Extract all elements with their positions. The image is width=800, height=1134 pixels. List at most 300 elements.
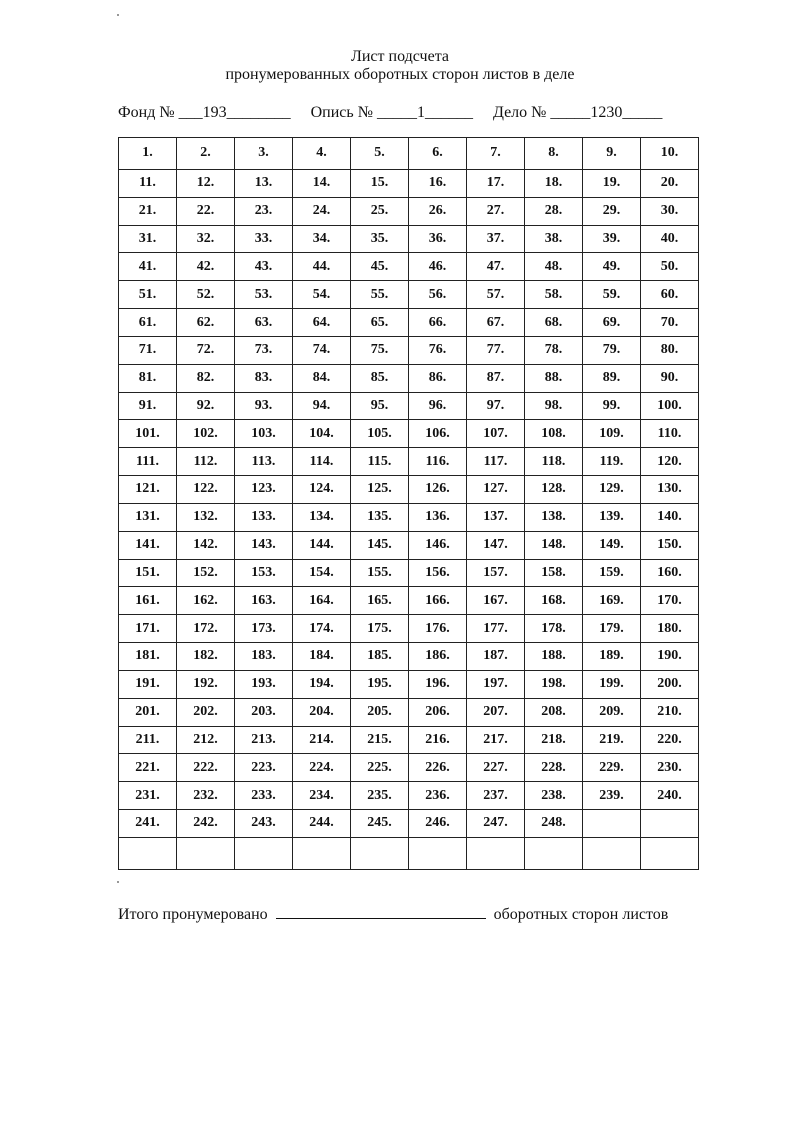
sheet-number-cell	[409, 837, 467, 869]
sheet-number-cell: 221.	[119, 754, 177, 782]
sheet-number-cell: 162.	[177, 587, 235, 615]
sheet-number-cell: 102.	[177, 420, 235, 448]
table-row	[119, 531, 699, 559]
sheet-number-cell: 27.	[467, 197, 525, 225]
sheet-number-cell	[177, 837, 235, 869]
sheet-number-cell: 54.	[293, 281, 351, 309]
sheet-number-cell: 56.	[409, 281, 467, 309]
sheet-number-cell: 46.	[409, 253, 467, 281]
sheet-number-cell: 35.	[351, 225, 409, 253]
table-row	[119, 364, 699, 392]
sheet-number-cell: 101.	[119, 420, 177, 448]
sheet-number-cell: 217.	[467, 726, 525, 754]
sheet-number-cell: 7.	[467, 138, 525, 170]
sheet-number-cell: 106.	[409, 420, 467, 448]
table-row	[119, 726, 699, 754]
sheet-number-cell: 20.	[641, 169, 699, 197]
sheet-number-cell: 213.	[235, 726, 293, 754]
sheet-number-cell: 137.	[467, 503, 525, 531]
sheet-number-cell: 175.	[351, 615, 409, 643]
sheet-number-cell: 48.	[525, 253, 583, 281]
sheet-number-cell: 109.	[583, 420, 641, 448]
table-row	[119, 197, 699, 225]
sheet-number-cell: 189.	[583, 643, 641, 671]
sheet-number-cell: 33.	[235, 225, 293, 253]
sheet-number-cell: 38.	[525, 225, 583, 253]
sheet-number-cell: 111.	[119, 448, 177, 476]
sheet-number-cell: 11.	[119, 169, 177, 197]
sheet-number-cell: 146.	[409, 531, 467, 559]
sheet-number-cell: 77.	[467, 336, 525, 364]
table-row	[119, 138, 699, 170]
sheet-number-cell: 24.	[293, 197, 351, 225]
sheet-number-cell: 42.	[177, 253, 235, 281]
sheet-number-cell: 87.	[467, 364, 525, 392]
sheet-number-cell: 45.	[351, 253, 409, 281]
sheet-number-cell: 228.	[525, 754, 583, 782]
sheet-number-cell: 79.	[583, 336, 641, 364]
sheet-number-cell: 234.	[293, 782, 351, 810]
sheet-number-cell: 206.	[409, 698, 467, 726]
table-row	[119, 670, 699, 698]
sheet-number-cell: 210.	[641, 698, 699, 726]
sheet-number-cell: 92.	[177, 392, 235, 420]
sheet-number-cell: 123.	[235, 476, 293, 504]
sheet-number-cell: 99.	[583, 392, 641, 420]
sheet-number-cell: 163.	[235, 587, 293, 615]
sheet-number-cell	[119, 837, 177, 869]
sheet-number-cell: 119.	[583, 448, 641, 476]
sheet-number-cell: 36.	[409, 225, 467, 253]
table-row	[119, 225, 699, 253]
sheet-number-cell: 122.	[177, 476, 235, 504]
sheet-number-cell: 247.	[467, 810, 525, 838]
sheet-number-cell: 198.	[525, 670, 583, 698]
sheet-number-cell: 222.	[177, 754, 235, 782]
sheet-number-cell: 12.	[177, 169, 235, 197]
document-title: Лист подсчета	[351, 48, 449, 65]
sheet-number-cell: 29.	[583, 197, 641, 225]
sheet-number-cell: 232.	[177, 782, 235, 810]
opis-label: Опись №	[310, 104, 373, 121]
table-row	[119, 643, 699, 671]
sheet-number-cell: 177.	[467, 615, 525, 643]
sheet-number-cell: 108.	[525, 420, 583, 448]
sheet-number-cell	[525, 837, 583, 869]
fond-label: Фонд №	[118, 104, 175, 121]
sheet-number-cell: 118.	[525, 448, 583, 476]
sheet-number-cell: 214.	[293, 726, 351, 754]
sheet-number-cell: 19.	[583, 169, 641, 197]
sheet-number-cell: 224.	[293, 754, 351, 782]
sheet-number-cell: 23.	[235, 197, 293, 225]
delo-value: _____1230_____	[550, 104, 663, 121]
sheet-number-cell: 179.	[583, 615, 641, 643]
sheet-number-cell: 236.	[409, 782, 467, 810]
sheet-number-cell: 132.	[177, 503, 235, 531]
sheet-number-cell: 2.	[177, 138, 235, 170]
sheet-number-cell: 62.	[177, 309, 235, 337]
sheet-number-cell: 212.	[177, 726, 235, 754]
sheet-number-cell: 239.	[583, 782, 641, 810]
sheet-number-cell: 57.	[467, 281, 525, 309]
sheet-number-cell: 82.	[177, 364, 235, 392]
sheet-number-cell: 215.	[351, 726, 409, 754]
sheet-number-cell	[583, 810, 641, 838]
sheet-number-cell: 194.	[293, 670, 351, 698]
sheet-number-cell: 43.	[235, 253, 293, 281]
total-suffix: оборотных сторон листов	[493, 906, 669, 923]
sheet-number-cell: 127.	[467, 476, 525, 504]
sheet-number-cell	[641, 837, 699, 869]
sheet-number-cell: 59.	[583, 281, 641, 309]
sheet-number-cell: 28.	[525, 197, 583, 225]
sheet-number-cell: 240.	[641, 782, 699, 810]
sheet-number-cell: 200.	[641, 670, 699, 698]
sheet-number-cell: 115.	[351, 448, 409, 476]
sheet-number-cell: 246.	[409, 810, 467, 838]
table-row	[119, 476, 699, 504]
sheet-number-cell: 208.	[525, 698, 583, 726]
sheet-number-cell: 75.	[351, 336, 409, 364]
table-row	[119, 503, 699, 531]
table-row	[119, 281, 699, 309]
sheet-number-cell: 85.	[351, 364, 409, 392]
sheet-number-cell: 172.	[177, 615, 235, 643]
sheet-number-cell: 103.	[235, 420, 293, 448]
sheet-number-cell: 40.	[641, 225, 699, 253]
sheet-number-cell: 37.	[467, 225, 525, 253]
sheet-number-cell	[467, 837, 525, 869]
sheet-number-cell: 81.	[119, 364, 177, 392]
sheet-number-cell: 116.	[409, 448, 467, 476]
sheet-number-cell: 131.	[119, 503, 177, 531]
sheet-number-cell: 243.	[235, 810, 293, 838]
sheet-number-cell: 86.	[409, 364, 467, 392]
sheet-number-cell: 199.	[583, 670, 641, 698]
sheet-number-cell: 238.	[525, 782, 583, 810]
table-row	[119, 615, 699, 643]
sheet-number-cell: 80.	[641, 336, 699, 364]
sheet-number-cell: 182.	[177, 643, 235, 671]
sheet-number-cell: 220.	[641, 726, 699, 754]
archive-reference-line	[118, 104, 662, 122]
sheet-number-cell: 64.	[293, 309, 351, 337]
sheet-number-cell: 72.	[177, 336, 235, 364]
sheet-number-cell: 192.	[177, 670, 235, 698]
sheet-number-cell: 235.	[351, 782, 409, 810]
sheet-number-cell: 97.	[467, 392, 525, 420]
sheet-number-cell: 74.	[293, 336, 351, 364]
table-row	[119, 698, 699, 726]
sheet-number-cell: 141.	[119, 531, 177, 559]
sheet-number-cell: 168.	[525, 587, 583, 615]
sheet-number-cell: 52.	[177, 281, 235, 309]
sheet-number-cell: 100.	[641, 392, 699, 420]
sheet-number-cell: 230.	[641, 754, 699, 782]
delo-label: Дело №	[492, 104, 547, 121]
sheet-number-cell: 121.	[119, 476, 177, 504]
sheet-number-cell: 126.	[409, 476, 467, 504]
sheet-number-cell: 47.	[467, 253, 525, 281]
sheet-number-cell	[293, 837, 351, 869]
sheet-number-cell: 154.	[293, 559, 351, 587]
sheet-number-cell: 223.	[235, 754, 293, 782]
sheet-number-cell: 69.	[583, 309, 641, 337]
sheet-number-cell: 71.	[119, 336, 177, 364]
sheet-number-cell: 117.	[467, 448, 525, 476]
sheet-number-cell: 242.	[177, 810, 235, 838]
sheet-number-cell: 196.	[409, 670, 467, 698]
sheet-number-cell: 129.	[583, 476, 641, 504]
sheet-number-cell: 241.	[119, 810, 177, 838]
sheet-number-cell: 176.	[409, 615, 467, 643]
sheet-number-cell: 39.	[583, 225, 641, 253]
sheet-number-cell: 110.	[641, 420, 699, 448]
sheet-number-cell: 49.	[583, 253, 641, 281]
sheet-number-cell: 112.	[177, 448, 235, 476]
sheet-number-cell: 138.	[525, 503, 583, 531]
sheet-number-cell: 32.	[177, 225, 235, 253]
sheet-number-cell: 186.	[409, 643, 467, 671]
sheet-number-cell: 151.	[119, 559, 177, 587]
sheet-number-cell: 158.	[525, 559, 583, 587]
sheet-number-cell: 10.	[641, 138, 699, 170]
sheet-number-cell: 218.	[525, 726, 583, 754]
sheet-number-cell: 229.	[583, 754, 641, 782]
sheet-number-cell: 133.	[235, 503, 293, 531]
sheet-number-cell: 139.	[583, 503, 641, 531]
sheet-number-cell: 195.	[351, 670, 409, 698]
sheet-number-cell: 170.	[641, 587, 699, 615]
sheet-number-cell: 21.	[119, 197, 177, 225]
sheet-number-cell: 114.	[293, 448, 351, 476]
table-row	[119, 420, 699, 448]
sheet-number-cell: 25.	[351, 197, 409, 225]
sheet-number-table	[118, 137, 699, 870]
table-row	[119, 559, 699, 587]
sheet-number-cell: 76.	[409, 336, 467, 364]
sheet-number-cell: 90.	[641, 364, 699, 392]
sheet-number-cell: 209.	[583, 698, 641, 726]
sheet-number-cell: 26.	[409, 197, 467, 225]
sheet-number-cell: 66.	[409, 309, 467, 337]
sheet-number-cell: 70.	[641, 309, 699, 337]
sheet-number-cell: 161.	[119, 587, 177, 615]
sheet-number-cell: 174.	[293, 615, 351, 643]
sheet-number-cell: 18.	[525, 169, 583, 197]
table-row	[119, 782, 699, 810]
sheet-number-cell: 96.	[409, 392, 467, 420]
sheet-number-cell: 188.	[525, 643, 583, 671]
sheet-number-cell: 227.	[467, 754, 525, 782]
sheet-number-cell: 160.	[641, 559, 699, 587]
scan-speck	[117, 14, 119, 16]
sheet-number-cell: 22.	[177, 197, 235, 225]
sheet-number-cell: 53.	[235, 281, 293, 309]
total-blank-field[interactable]	[276, 904, 486, 919]
sheet-number-cell: 94.	[293, 392, 351, 420]
sheet-number-cell: 1.	[119, 138, 177, 170]
sheet-number-cell: 125.	[351, 476, 409, 504]
sheet-number-cell: 4.	[293, 138, 351, 170]
sheet-number-cell	[641, 810, 699, 838]
sheet-number-cell: 89.	[583, 364, 641, 392]
table-row	[119, 169, 699, 197]
sheet-number-cell: 13.	[235, 169, 293, 197]
sheet-number-cell: 231.	[119, 782, 177, 810]
table-row	[119, 392, 699, 420]
sheet-number-cell	[583, 837, 641, 869]
sheet-number-cell: 149.	[583, 531, 641, 559]
sheet-number-cell: 225.	[351, 754, 409, 782]
sheet-number-cell: 145.	[351, 531, 409, 559]
sheet-number-cell: 55.	[351, 281, 409, 309]
sheet-number-cell: 150.	[641, 531, 699, 559]
sheet-number-cell: 91.	[119, 392, 177, 420]
sheet-number-cell: 16.	[409, 169, 467, 197]
sheet-number-cell: 14.	[293, 169, 351, 197]
sheet-count-grid	[118, 137, 699, 870]
sheet-number-cell: 152.	[177, 559, 235, 587]
sheet-number-cell: 181.	[119, 643, 177, 671]
sheet-number-cell: 41.	[119, 253, 177, 281]
sheet-number-cell: 202.	[177, 698, 235, 726]
sheet-number-cell: 197.	[467, 670, 525, 698]
sheet-number-cell: 190.	[641, 643, 699, 671]
sheet-number-cell: 203.	[235, 698, 293, 726]
sheet-number-cell: 166.	[409, 587, 467, 615]
sheet-number-cell: 60.	[641, 281, 699, 309]
table-row	[119, 754, 699, 782]
sheet-number-cell: 180.	[641, 615, 699, 643]
sheet-number-cell: 205.	[351, 698, 409, 726]
sheet-number-cell: 136.	[409, 503, 467, 531]
sheet-number-cell: 9.	[583, 138, 641, 170]
sheet-number-cell: 204.	[293, 698, 351, 726]
sheet-number-cell: 157.	[467, 559, 525, 587]
sheet-number-cell: 147.	[467, 531, 525, 559]
sheet-number-cell: 171.	[119, 615, 177, 643]
table-row	[119, 253, 699, 281]
sheet-number-cell: 148.	[525, 531, 583, 559]
sheet-number-cell: 5.	[351, 138, 409, 170]
sheet-number-cell: 15.	[351, 169, 409, 197]
sheet-number-cell: 178.	[525, 615, 583, 643]
table-row	[119, 837, 699, 869]
sheet-number-cell: 44.	[293, 253, 351, 281]
sheet-number-cell: 167.	[467, 587, 525, 615]
sheet-number-cell: 201.	[119, 698, 177, 726]
sheet-number-cell: 31.	[119, 225, 177, 253]
sheet-number-cell: 164.	[293, 587, 351, 615]
document-subtitle: пронумерованных оборотных сторон листов в деле	[225, 66, 575, 83]
table-row	[119, 587, 699, 615]
sheet-number-cell: 156.	[409, 559, 467, 587]
table-row	[119, 309, 699, 337]
sheet-number-cell: 84.	[293, 364, 351, 392]
sheet-number-cell: 50.	[641, 253, 699, 281]
sheet-number-cell: 105.	[351, 420, 409, 448]
sheet-number-cell: 207.	[467, 698, 525, 726]
table-row	[119, 448, 699, 476]
sheet-number-cell: 104.	[293, 420, 351, 448]
sheet-number-cell: 34.	[293, 225, 351, 253]
sheet-number-cell: 140.	[641, 503, 699, 531]
sheet-number-cell: 51.	[119, 281, 177, 309]
sheet-number-cell: 144.	[293, 531, 351, 559]
scan-speck	[117, 881, 119, 883]
sheet-number-cell: 17.	[467, 169, 525, 197]
sheet-number-cell: 3.	[235, 138, 293, 170]
sheet-number-cell: 248.	[525, 810, 583, 838]
sheet-number-cell: 233.	[235, 782, 293, 810]
fond-value: ___193________	[178, 104, 291, 121]
sheet-number-cell: 135.	[351, 503, 409, 531]
sheet-number-cell: 73.	[235, 336, 293, 364]
sheet-number-cell: 142.	[177, 531, 235, 559]
sheet-number-cell: 184.	[293, 643, 351, 671]
sheet-number-cell: 185.	[351, 643, 409, 671]
sheet-number-cell: 65.	[351, 309, 409, 337]
sheet-number-cell	[351, 837, 409, 869]
sheet-number-cell: 211.	[119, 726, 177, 754]
sheet-number-cell: 187.	[467, 643, 525, 671]
sheet-number-cell: 30.	[641, 197, 699, 225]
sheet-number-cell: 58.	[525, 281, 583, 309]
sheet-number-cell: 143.	[235, 531, 293, 559]
sheet-number-cell: 245.	[351, 810, 409, 838]
sheet-number-cell: 8.	[525, 138, 583, 170]
sheet-number-cell: 113.	[235, 448, 293, 476]
table-row	[119, 810, 699, 838]
sheet-number-cell: 153.	[235, 559, 293, 587]
sheet-number-cell: 6.	[409, 138, 467, 170]
sheet-number-cell: 88.	[525, 364, 583, 392]
sheet-number-cell: 169.	[583, 587, 641, 615]
sheet-number-cell: 216.	[409, 726, 467, 754]
sheet-number-cell: 61.	[119, 309, 177, 337]
sheet-number-cell: 134.	[293, 503, 351, 531]
sheet-number-cell: 244.	[293, 810, 351, 838]
sheet-number-cell: 128.	[525, 476, 583, 504]
sheet-number-cell: 124.	[293, 476, 351, 504]
sheet-number-cell: 130.	[641, 476, 699, 504]
opis-value: _____1______	[376, 104, 473, 121]
sheet-number-cell: 159.	[583, 559, 641, 587]
sheet-number-cell: 98.	[525, 392, 583, 420]
sheet-number-cell: 67.	[467, 309, 525, 337]
sheet-number-cell: 165.	[351, 587, 409, 615]
sheet-number-cell: 95.	[351, 392, 409, 420]
sheet-number-cell: 93.	[235, 392, 293, 420]
table-row	[119, 336, 699, 364]
sheet-number-cell	[235, 837, 293, 869]
total-prefix: Итого пронумеровано	[118, 906, 268, 923]
sheet-number-cell: 219.	[583, 726, 641, 754]
sheet-number-cell: 173.	[235, 615, 293, 643]
sheet-number-cell: 193.	[235, 670, 293, 698]
sheet-number-cell: 120.	[641, 448, 699, 476]
sheet-number-cell: 107.	[467, 420, 525, 448]
sheet-number-cell: 155.	[351, 559, 409, 587]
sheet-number-cell: 78.	[525, 336, 583, 364]
sheet-number-cell: 68.	[525, 309, 583, 337]
total-line	[118, 904, 668, 924]
sheet-number-cell: 183.	[235, 643, 293, 671]
sheet-number-cell: 63.	[235, 309, 293, 337]
sheet-number-cell: 83.	[235, 364, 293, 392]
